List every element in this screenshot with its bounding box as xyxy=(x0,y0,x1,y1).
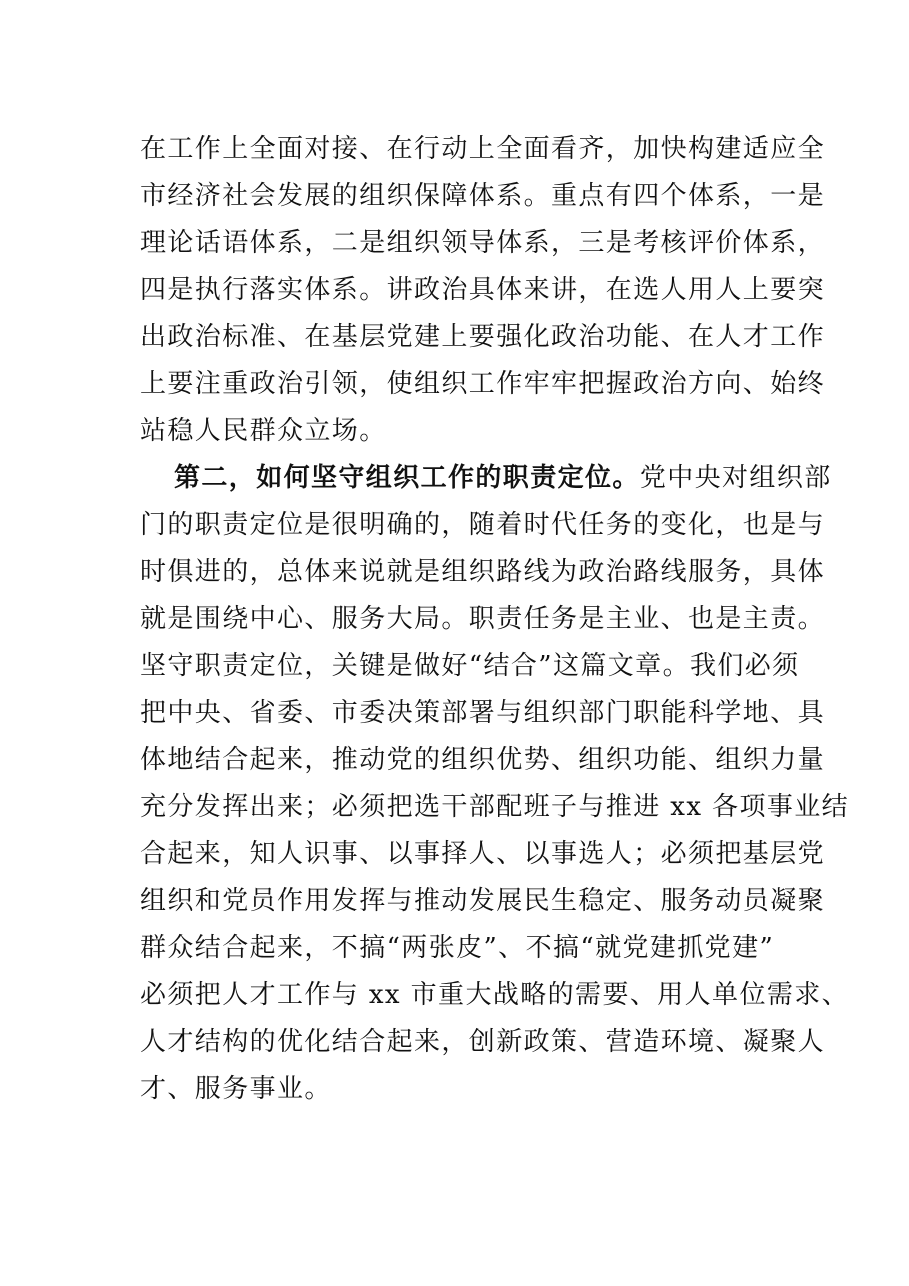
text-line: 充分发挥出来；必须把选干部配班子与推进 xx 各项事业结 xyxy=(140,792,850,822)
text-line: 把中央、省委、市委决策部署与组织部门职能科学地、具 xyxy=(140,698,826,728)
text-line: 上要注重政治引领，使组织工作牢牢把握政治方向、始终 xyxy=(140,369,826,399)
text-line: 站稳人民群众立场。 xyxy=(140,416,387,446)
text-line: 必须把人才工作与 xx 市重大战略的需要、用人单位需求、 xyxy=(140,980,850,1010)
text-line: 门的职责定位是很明确的，随着时代任务的变化，也是与 xyxy=(140,510,826,540)
text-line: 理论话语体系，二是组织领导体系，三是考核评价体系， xyxy=(140,228,826,258)
text-line: 就是围绕中心、服务大局。职责任务是主业、也是主责。 xyxy=(140,604,826,634)
text-line: 群众结合起来，不搞“两张皮”、不搞“就党建抓党建” xyxy=(140,933,775,963)
text-line: 时俱进的，总体来说就是组织路线为政治路线服务，具体 xyxy=(140,557,826,587)
text-line: 组织和党员作用发挥与推动发展民生稳定、服务动员凝聚 xyxy=(140,886,826,916)
document-body xyxy=(140,126,850,1113)
paragraph-2-first-line xyxy=(140,455,832,502)
text-line: 合起来，知人识事、以事择人、以事选人；必须把基层党 xyxy=(140,839,826,869)
section-heading: 第二，如何坚守组织工作的职责定位。 xyxy=(174,463,640,493)
paragraph-2 xyxy=(140,455,850,1113)
text-line: 市经济社会发展的组织保障体系。重点有四个体系，一是 xyxy=(140,181,826,211)
text-span: 党中央对组织部 xyxy=(639,463,832,493)
text-line: 坚守职责定位，关键是做好“结合”这篇文章。我们必须 xyxy=(140,651,800,681)
text-line: 四是执行落实体系。讲政治具体来讲，在选人用人上要突 xyxy=(140,275,826,305)
text-line: 人才结构的优化结合起来，创新政策、营造环境、凝聚人 xyxy=(140,1027,826,1057)
paragraph-1 xyxy=(140,126,826,455)
text-line: 出政治标准、在基层党建上要强化政治功能、在人才工作 xyxy=(140,322,826,352)
text-line: 体地结合起来，推动党的组织优势、组织功能、组织力量 xyxy=(140,745,826,775)
text-line: 在工作上全面对接、在行动上全面看齐，加快构建适应全 xyxy=(140,134,826,164)
text-line: 才、服务事业。 xyxy=(140,1074,332,1104)
